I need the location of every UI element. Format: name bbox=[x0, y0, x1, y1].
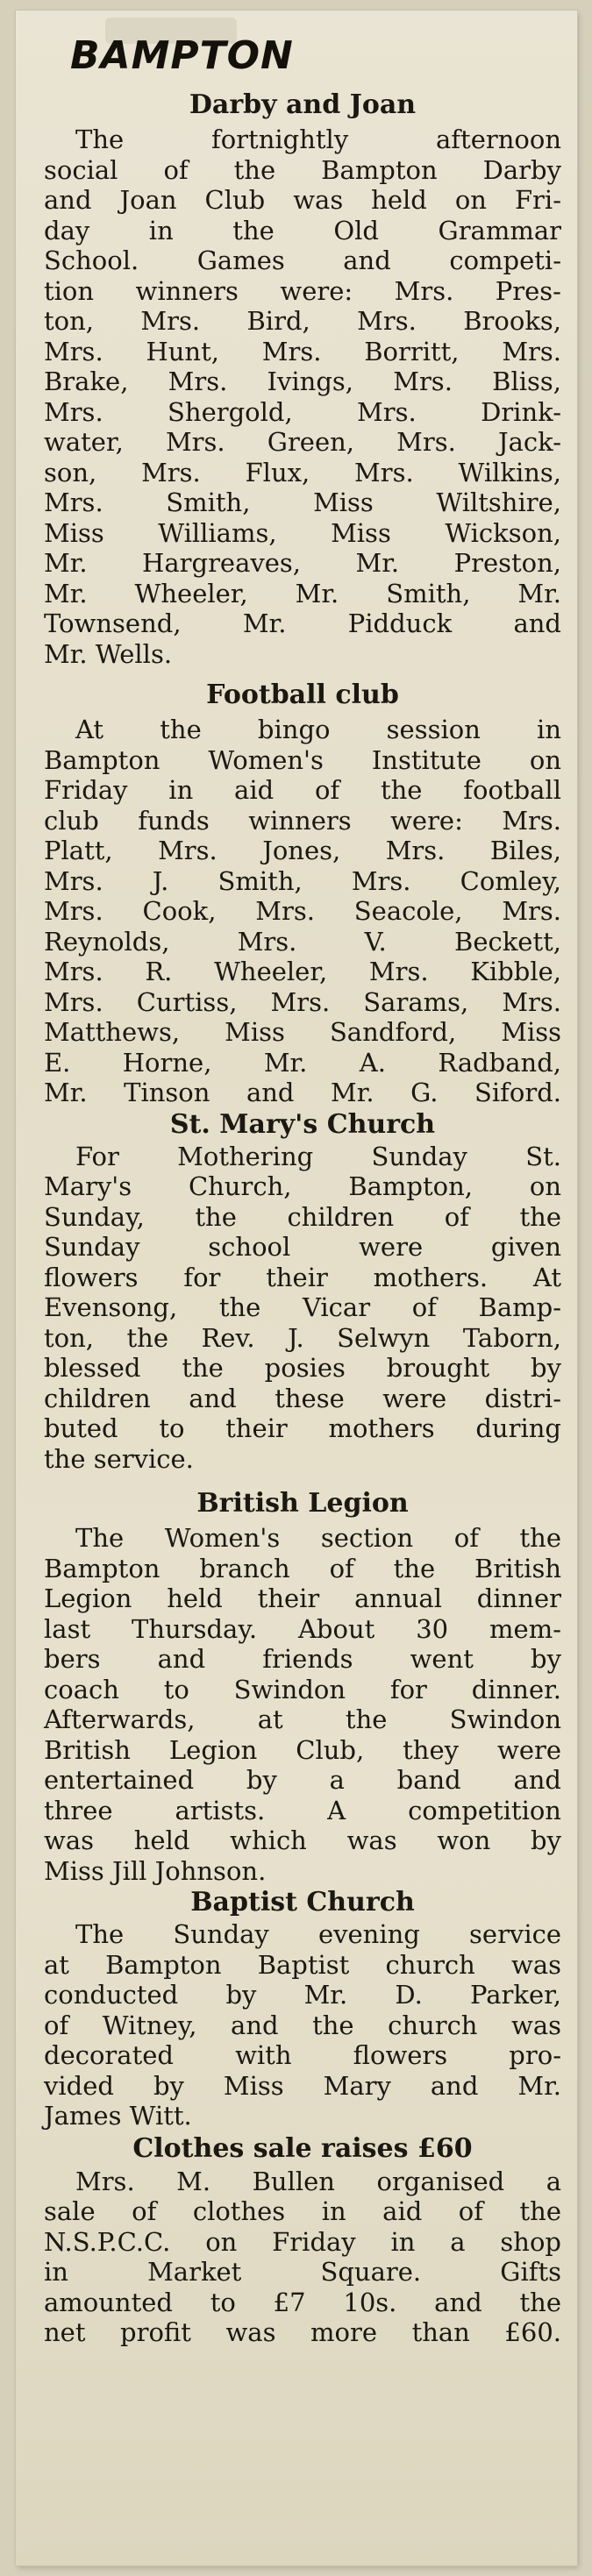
text-line: net profit was more than £60. bbox=[44, 2317, 561, 2347]
text-line: Mr. Hargreaves, Mr. Preston, bbox=[44, 548, 561, 578]
text-line: British Legion Club, they were bbox=[44, 1734, 561, 1765]
text-line: of Witney, and the church was bbox=[44, 2010, 561, 2040]
section-st-marys-church bbox=[44, 1108, 561, 1475]
text-line: Legion held their annual dinner bbox=[44, 1583, 561, 1613]
section-baptist-church bbox=[44, 1886, 561, 2131]
text-line: Friday in aid of the football bbox=[44, 775, 561, 805]
text-line: Evensong, the Vicar of Bamp- bbox=[44, 1292, 561, 1322]
text-line: amounted to £7 10s. and the bbox=[44, 2287, 561, 2317]
section-british-legion bbox=[44, 1484, 561, 1886]
section-body bbox=[44, 1919, 561, 2131]
article-column bbox=[44, 11, 561, 2348]
section-body bbox=[44, 1523, 561, 1886]
section-body bbox=[44, 715, 561, 1108]
section-body bbox=[44, 1142, 561, 1475]
masthead-title: BAMPTON bbox=[70, 33, 294, 78]
section-heading: St. Mary's Church bbox=[169, 1108, 436, 1140]
text-line: Mrs. Hunt, Mrs. Borritt, Mrs. bbox=[44, 336, 561, 366]
text-line: Matthews, Miss Sandford, Miss bbox=[44, 1017, 561, 1047]
newspaper-clipping bbox=[16, 11, 577, 2565]
section-heading: British Legion bbox=[196, 1488, 409, 1519]
text-line: Platt, Mrs. Jones, Mrs. Biles, bbox=[44, 836, 561, 865]
text-line: N.S.P.C.C. on Friday in a shop bbox=[44, 2226, 561, 2257]
text-line: conducted by Mr. D. Parker, bbox=[44, 1980, 561, 2010]
text-line: James Witt. bbox=[44, 2101, 192, 2131]
text-line: Mrs. J. Smith, Mrs. Comley, bbox=[44, 865, 561, 896]
text-line: For Mothering Sunday St. bbox=[75, 1141, 561, 1171]
text-line: The fortnightly afternoon bbox=[75, 125, 561, 154]
text-line: day in the Old Grammar bbox=[44, 215, 561, 246]
text-line: Mrs. Shergold, Mrs. Drink- bbox=[44, 396, 561, 427]
text-line: The Sunday evening service bbox=[75, 1919, 561, 1949]
text-line: Bampton branch of the British bbox=[44, 1553, 561, 1583]
text-line: Brake, Mrs. Ivings, Mrs. Bliss, bbox=[44, 366, 561, 396]
text-line: the service. bbox=[44, 1443, 194, 1474]
text-line: Mr. Wells. bbox=[44, 638, 173, 669]
text-line: last Thursday. About 30 mem- bbox=[44, 1613, 561, 1644]
text-line: social of the Bampton Darby bbox=[44, 154, 561, 185]
text-line: decorated with flowers pro- bbox=[44, 2040, 561, 2070]
text-line: Mr. Wheeler, Mr. Smith, Mr. bbox=[44, 578, 561, 608]
text-line: ton, the Rev. J. Selwyn Taborn, bbox=[44, 1322, 561, 1353]
section-heading: Darby and Joan bbox=[189, 89, 417, 120]
text-line: son, Mrs. Flux, Mrs. Wilkins, bbox=[44, 457, 561, 487]
text-line: buted to their mothers during bbox=[44, 1413, 561, 1443]
text-line: Afterwards, at the Swindon bbox=[44, 1704, 561, 1734]
section-clothes-sale bbox=[44, 2131, 561, 2348]
text-line: coach to Swindon for dinner. bbox=[44, 1674, 561, 1704]
text-line: The Women's section of the bbox=[75, 1523, 561, 1553]
text-line: bers and friends went by bbox=[44, 1644, 561, 1674]
text-line: club funds winners were: Mrs. bbox=[44, 805, 561, 836]
text-line: Bampton Women's Institute on bbox=[44, 744, 561, 775]
text-line: Miss Williams, Miss Wickson, bbox=[44, 517, 561, 548]
text-line: Townsend, Mr. Pidduck and bbox=[44, 608, 561, 638]
section-heading: Baptist Church bbox=[190, 1887, 415, 1918]
text-line: flowers for their mothers. At bbox=[44, 1262, 561, 1292]
text-line: at Bampton Baptist church was bbox=[44, 1949, 561, 1980]
text-line: Miss Jill Johnson. bbox=[44, 1855, 267, 1886]
text-line: Mrs. Cook, Mrs. Seacole, Mrs. bbox=[44, 896, 561, 926]
text-line: At the bingo session in bbox=[75, 715, 561, 744]
text-line: tion winners were: Mrs. Pres- bbox=[44, 275, 561, 306]
text-line: Mrs. R. Wheeler, Mrs. Kibble, bbox=[44, 957, 561, 986]
text-line: Mr. Tinson and Mr. G. Siford. bbox=[44, 1078, 561, 1107]
section-heading: Football club bbox=[206, 680, 399, 710]
text-line: and Joan Club was held on Fri- bbox=[44, 185, 561, 215]
text-line: Mary's Church, Bampton, on bbox=[44, 1171, 561, 1201]
masthead bbox=[44, 11, 561, 81]
section-body bbox=[44, 125, 561, 669]
text-line: School. Games and competi- bbox=[44, 246, 561, 275]
text-line: E. Horne, Mr. A. Radband, bbox=[44, 1047, 561, 1078]
text-line: vided by Miss Mary and Mr. bbox=[44, 2070, 561, 2101]
section-heading: Clothes sale raises £60 bbox=[132, 2132, 473, 2164]
text-line: water, Mrs. Green, Mrs. Jack- bbox=[44, 427, 561, 457]
section-football-club bbox=[44, 676, 561, 1108]
text-line: Reynolds, Mrs. V. Beckett, bbox=[44, 926, 561, 957]
section-body bbox=[44, 2167, 561, 2348]
section-darby-and-joan bbox=[44, 86, 561, 669]
text-line: ton, Mrs. Bird, Mrs. Brooks, bbox=[44, 306, 561, 336]
text-line: in Market Square. Gifts bbox=[44, 2257, 561, 2287]
text-line: Mrs. Curtiss, Mrs. Sarams, Mrs. bbox=[44, 986, 561, 1017]
text-line: Mrs. M. Bullen organised a bbox=[75, 2166, 561, 2196]
text-line: sale of clothes in aid of the bbox=[44, 2196, 561, 2226]
text-line: Sunday, the children of the bbox=[44, 1201, 561, 1232]
text-line: three artists. A competition bbox=[44, 1795, 561, 1825]
text-line: Sunday school were given bbox=[44, 1232, 561, 1262]
text-line: entertained by a band and bbox=[44, 1765, 561, 1795]
text-line: Mrs. Smith, Miss Wiltshire, bbox=[44, 487, 561, 517]
text-line: children and these were distri- bbox=[44, 1383, 561, 1413]
text-line: blessed the posies brought by bbox=[44, 1353, 561, 1383]
text-line: was held which was won by bbox=[44, 1825, 561, 1855]
